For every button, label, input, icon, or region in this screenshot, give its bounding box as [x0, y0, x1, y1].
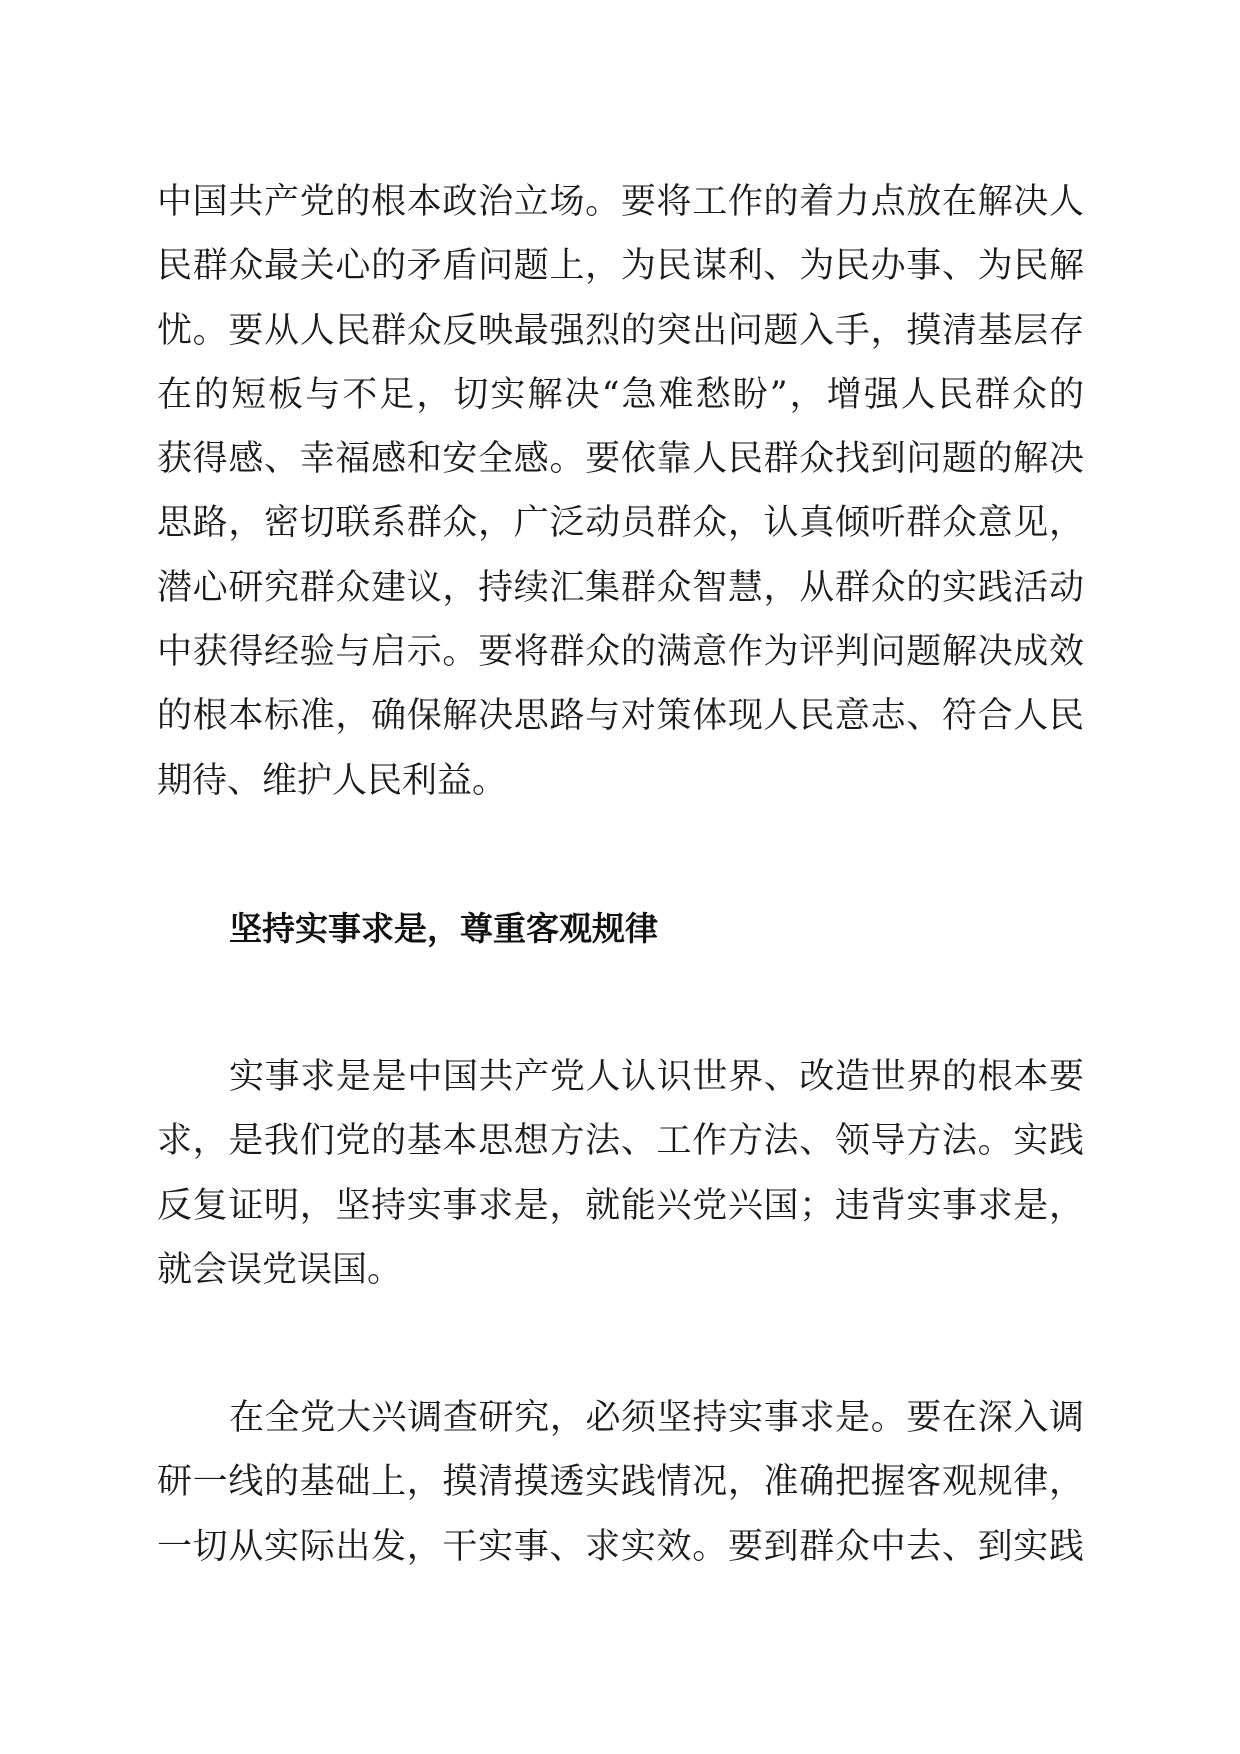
paragraph-line: 求，是我们党的基本思想方法、工作方法、领导方法。实践: [157, 1121, 1084, 1162]
section-heading: 坚持实事求是，尊重客观规律: [229, 908, 658, 948]
paragraph-line: 中国共产党的根本政治立场。要将工作的着力点放在解决人: [157, 182, 1084, 222]
paragraph-line: 的根本标准，确保解决思路与对策体现人民意志、符合人民: [157, 696, 1084, 737]
paragraph-line: 期待、维护人民利益。: [157, 760, 508, 801]
paragraph-line: 获得感、幸福感和安全感。要依靠人民群众找到问题的解决: [157, 439, 1084, 480]
paragraph-line: 反复证明，坚持实事求是，就能兴党兴国；违背实事求是，: [157, 1185, 1084, 1226]
paragraph-line: 研一线的基础上，摸清摸透实践情况，准确把握客观规律，: [157, 1462, 1084, 1503]
paragraph-line: 实事求是是中国共产党人认识世界、改造世界的根本要: [229, 1056, 1084, 1097]
paragraph-investigation: [157, 1386, 1084, 1579]
paragraph-line: 中获得经验与启示。要将群众的满意作为评判问题解决成效: [157, 632, 1084, 673]
paragraph-people-centered: [157, 170, 1084, 813]
paragraph-line: 在全党大兴调查研究，必须坚持实事求是。要在深入调: [229, 1398, 1084, 1439]
document-page: [157, 170, 1084, 1579]
paragraph-line: 忧。要从人民群众反映最强烈的突出问题入手，摸清基层存: [157, 310, 1084, 351]
paragraph-line: 就会误党误国。: [157, 1249, 403, 1290]
paragraph-line: 民群众最关心的矛盾问题上，为民谋利、为民办事、为民解: [157, 246, 1084, 287]
paragraph-line: 潜心研究群众建议，持续汇集群众智慧，从群众的实践活动: [157, 567, 1084, 608]
paragraph-line: 在的短板与不足，切实解决“急难愁盼”，增强人民群众的: [157, 374, 1084, 415]
paragraph-line: 一切从实际出发，干实事、求实效。要到群众中去、到实践: [157, 1526, 1084, 1567]
paragraph-seek-truth: [157, 1045, 1084, 1302]
paragraph-line: 思路，密切联系群众，广泛动员群众，认真倾听群众意见，: [157, 503, 1084, 544]
